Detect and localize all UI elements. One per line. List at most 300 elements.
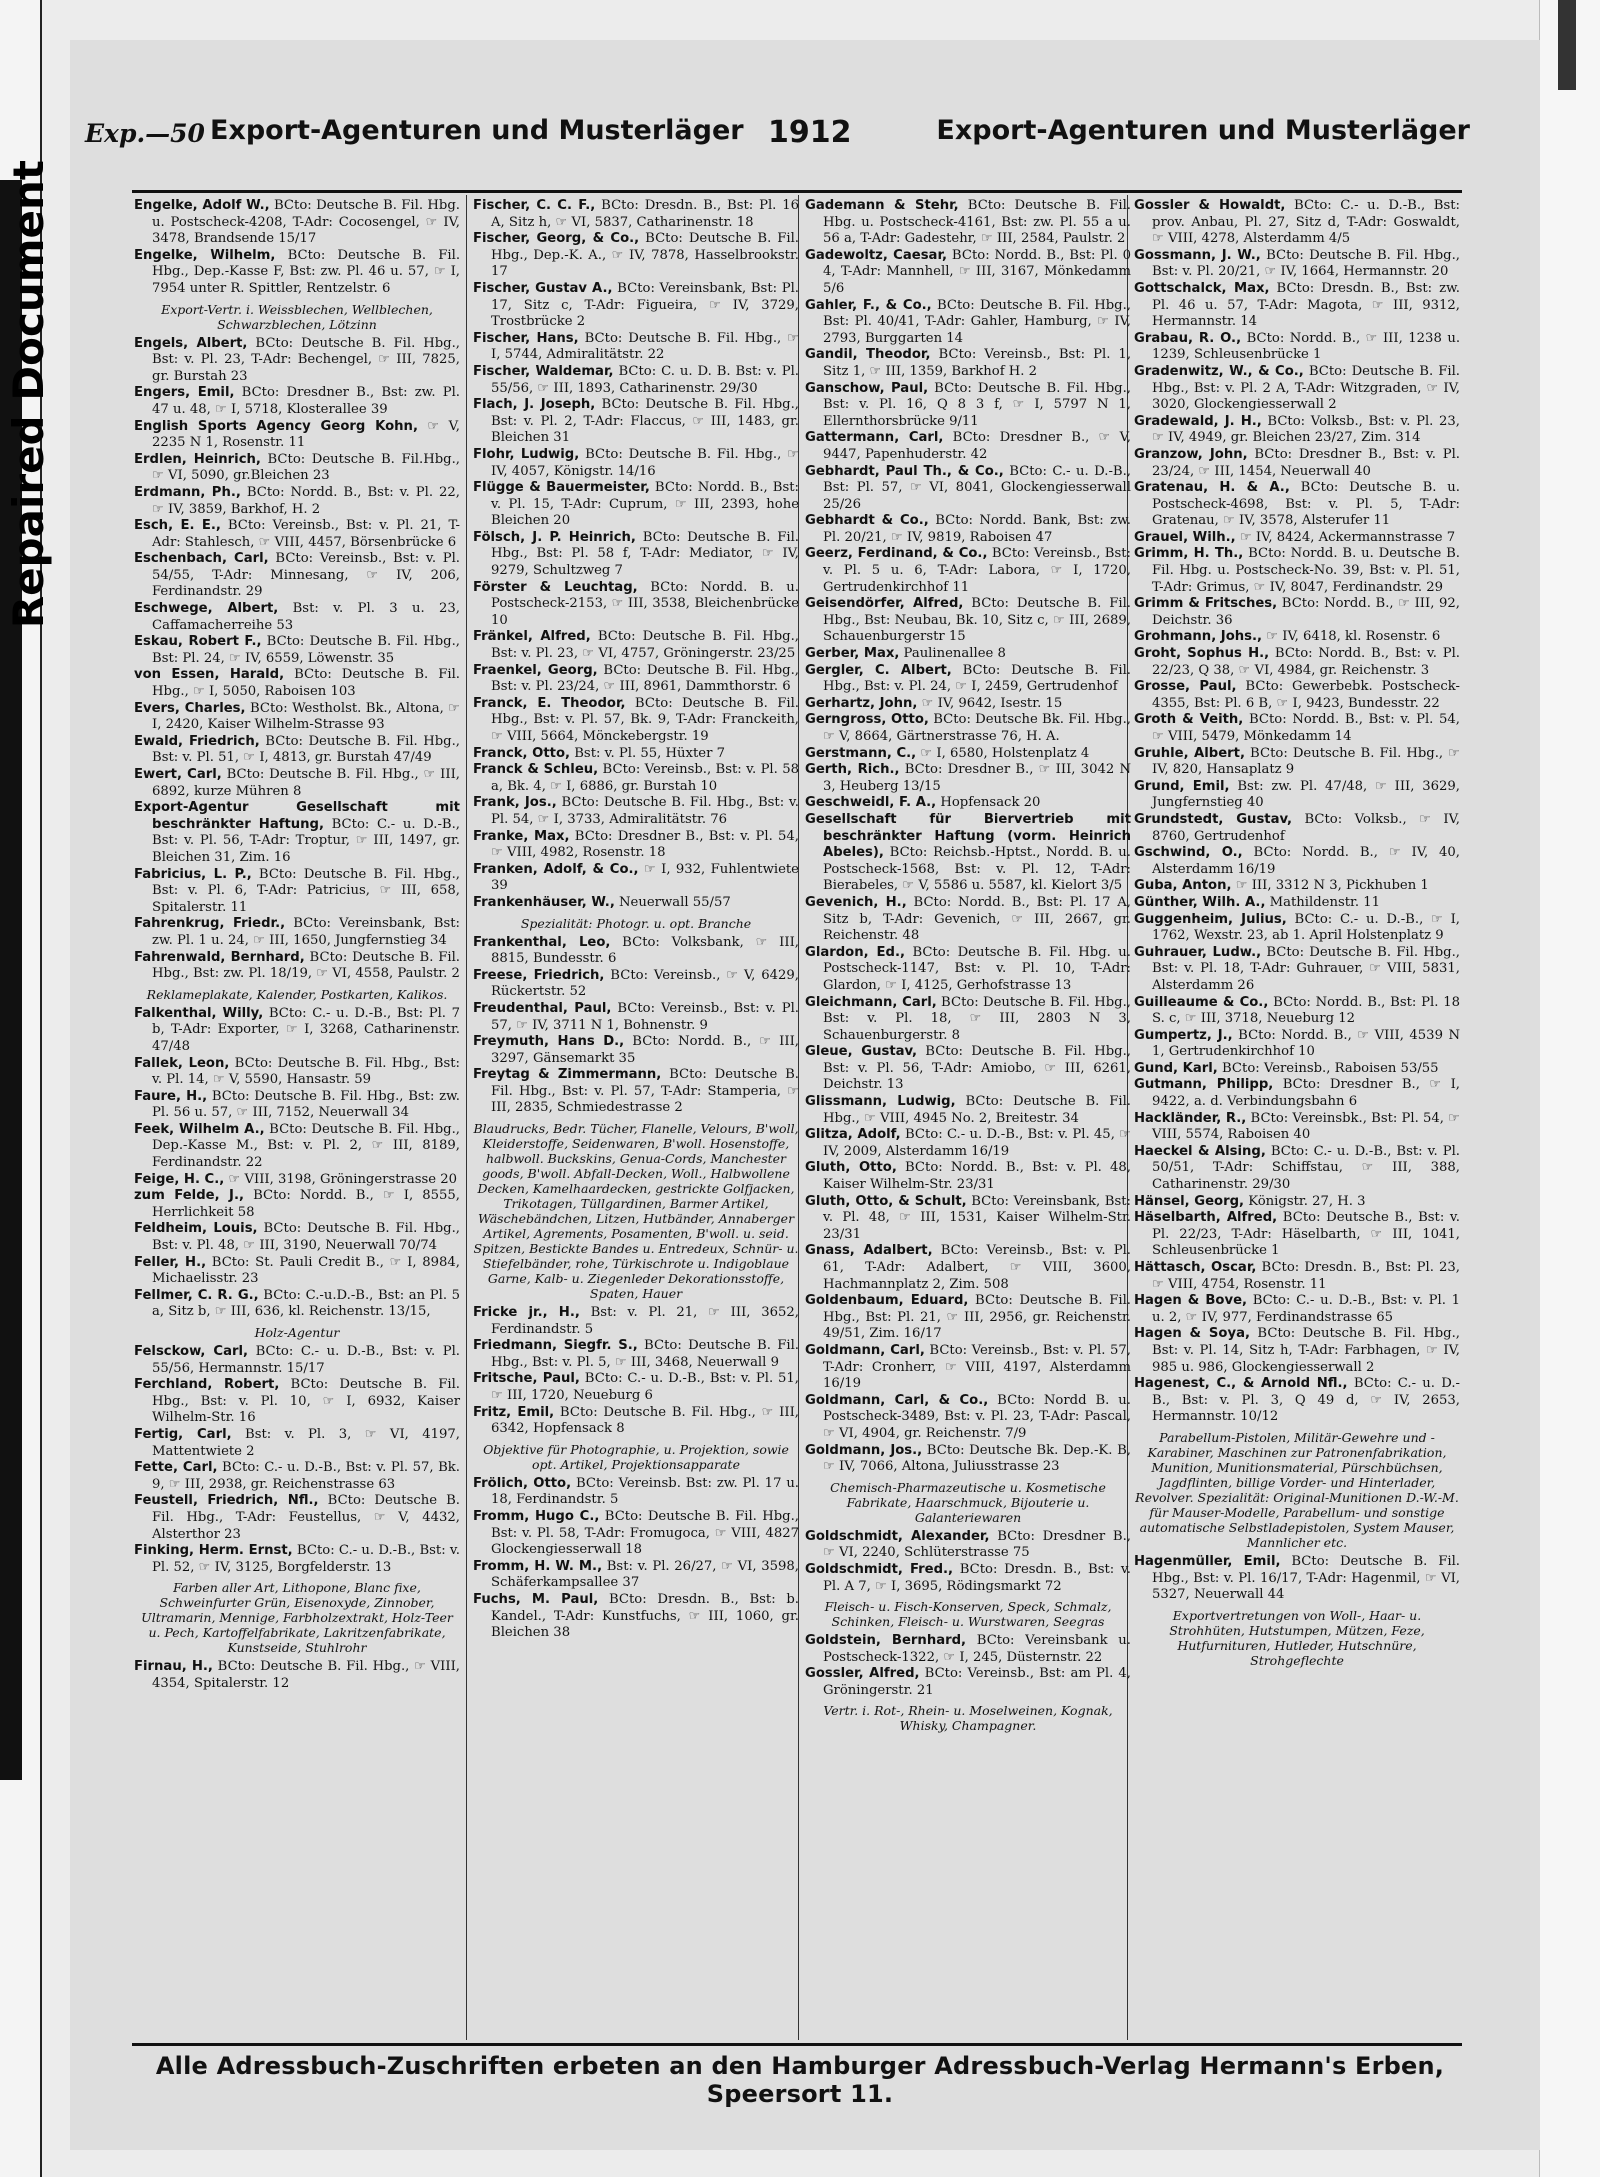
directory-entry (473, 530, 799, 580)
directory-entry (134, 916, 460, 949)
directory-entry (805, 1529, 1131, 1562)
entry-details: BCto: Deutsche B. Fil. Hbg., ☞ VIII, 4945 No. 2, Breitestr. 34 (823, 1094, 1131, 1126)
directory-entry (805, 1443, 1131, 1476)
directory-entry (1134, 530, 1460, 547)
directory-entry (805, 430, 1131, 463)
entry-details: BCto: Deutsche B. Fil. Hbg., Bst: v. Pl. 23, ☞ VI, 4757, Gröningerstr. 23/25 (491, 629, 799, 662)
directory-entry (1134, 995, 1460, 1028)
directory-entry (1134, 845, 1460, 878)
entry-details: BCto: Deutsche B. Fil. Hbg., Bst: Pl. 21, ☞ III, 2956, gr. Reichenstr. 49/51, Zim. 16/17 (823, 1293, 1132, 1342)
directory-entry (805, 1393, 1131, 1443)
entry-details: BCto: Vereinsbank, Bst: v. Pl. 48, ☞ III, 1531, Kaiser Wilhelm-Str. 23/31 (823, 1193, 1131, 1242)
directory-column-1 (134, 198, 460, 2040)
entry-details: BCto: Dresdner B., Bst: v. Pl. 54, ☞ VIII, 4982, Rosenstr. 18 (491, 828, 799, 861)
entry-name: Ganschow, Paul, (805, 380, 929, 396)
specialty-note: Chemisch-Pharmazeutische u. Kosmetische Fabrikate, Haarschmuck, Bijouterie u. Galanteriewaren (830, 1479, 1106, 1525)
directory-entry (134, 1188, 460, 1221)
entry-details: BCto: Deutsche B. Fil. Hbg. u. Postscheck-4208, T-Adr: Cocosengel, ☞ IV, 3478, Brandsende 15/17 (152, 198, 460, 247)
directory-entry (1134, 281, 1460, 331)
directory-entry (134, 950, 460, 983)
entry-details: BCto: C.- u. D.-B., Bst: v. Pl. 55/56, Hermannstr. 15/17 (152, 1344, 461, 1376)
entry-name: Goldenbaum, Eduard, (805, 1293, 969, 1309)
entry-details: ☞ III, 3312 N 3, Pickhuben 1 (1231, 878, 1429, 894)
entry-name: Falkenthal, Willy, (134, 1005, 264, 1021)
entry-name: Gerth, Rich., (805, 762, 900, 778)
directory-entry (473, 1592, 799, 1642)
directory-entry (473, 364, 799, 397)
entry-name: Ferchland, Robert, (134, 1377, 280, 1393)
entry-details: BCto: Deutsche B. Fil. Hbg., Bst: v. Pl. 24, ☞ I, 2459, Gertrudenhof (823, 662, 1131, 695)
entry-details: BCto: Vereinsbk., Bst: Pl. 54, ☞ VIII, 5574, Raboisen 40 (1152, 1110, 1460, 1143)
entry-details: BCto: Volksb., Bst: v. Pl. 23, ☞ IV, 4949, gr. Bleichen 23/27, Zim. 314 (1152, 413, 1460, 446)
entry-name: Geschweidl, F. A., (805, 795, 937, 811)
directory-entry (134, 1427, 460, 1460)
directory-entry (134, 452, 460, 485)
directory-entry (134, 248, 460, 298)
entry-details: BCto: Nordd. B. u. Postscheck-2153, ☞ III, 3538, Bleichenbrücke 10 (491, 579, 799, 628)
directory-entry (473, 762, 799, 795)
directory-entry (805, 596, 1131, 646)
entry-details: BCto: Deutsche B. Fil. Hbg., Bst: v. Pl. 18, ☞ III, 2803 N 3, Schauenburgerstr. 8 (823, 994, 1131, 1043)
entry-name: Fischer, Waldemar, (473, 363, 614, 379)
entry-details: BCto: C. u. D. B. Bst: v. Pl. 55/56, ☞ III, 1893, Catharinenstr. 29/30 (491, 363, 799, 396)
directory-entry (473, 663, 799, 696)
directory-entry (473, 281, 799, 331)
footer-rule (132, 2043, 1462, 2046)
directory-entry (1134, 1144, 1460, 1194)
directory-entry (805, 1044, 1131, 1094)
specialty-note: Farben aller Art, Lithopone, Blanc fixe, Schweinfurter Grün, Eisenoxyde, Zinnober, Ultramarin, Mennige, Farbholzextrakt, Holz-Teer u. Pech, Kartoffelfabrikate, Lakritzenfabrikate, Kunstseide, Stuhlrohr (141, 1580, 453, 1656)
directory-entry (1134, 629, 1460, 646)
entry-details: BCto: Nordd. B., Bst: Pl. 0 4, T-Adr: Mannhell, ☞ III, 3167, Mönkedamm 5/6 (823, 247, 1131, 296)
entry-name: Fritsche, Paul, (473, 1371, 580, 1387)
entry-name: Fölsch, J. P. Heinrich, (473, 529, 636, 545)
directory-entry (473, 1405, 799, 1438)
entry-name: Franck & Schleu, (473, 762, 599, 778)
directory-entry (473, 1305, 799, 1338)
entry-details: BCto: Deutsche B. Fil. Hbg., Bst: v. Pl. 6, T-Adr: Patricius, ☞ III, 658, Spitalerstr. 11 (152, 866, 460, 915)
directory-entry (473, 795, 799, 828)
directory-entry (805, 762, 1131, 795)
entry-name: Grosse, Paul, (1134, 679, 1237, 695)
directory-entry (473, 629, 799, 662)
entry-details: BCto: Nordd. B., ☞ I, 8555, Herrlichkeit 58 (152, 1188, 460, 1220)
entry-details: BCto: Deutsche B. Fil. Hbg., T-Adr: Feustellus, ☞ V, 4432, Alsterthor 23 (152, 1493, 461, 1542)
entry-details: BCto: Nordd. B., ☞ III, 1238 u. 1239, Schleusenbrücke 1 (1152, 330, 1461, 363)
entry-details: BCto: Reichsb.-Hptst., Nordd. B. u. Postscheck-1568, Bst: v. Pl. 12, T-Adr: Bierabeles, ☞ V, 5586 u. 5587, kl. Kielort 3/5 (823, 845, 1131, 894)
entry-name: Grabau, R. O., (1134, 330, 1242, 346)
entry-name: Firnau, H., (134, 1659, 213, 1675)
directory-entry (1134, 1210, 1460, 1260)
specialty-note: Reklameplakate, Kalender, Postkarten, Kalikos. (146, 986, 448, 1002)
entry-details: ☞ V, 2235 N 1, Rosenstr. 11 (152, 418, 460, 451)
directory-entry (473, 1371, 799, 1404)
entry-details: BCto: Dresdner B., ☞ V, 9447, Papenhuderstr. 42 (823, 430, 1131, 462)
directory-entry (1134, 878, 1460, 895)
directory-entry (473, 1476, 799, 1509)
directory-entry (805, 464, 1131, 514)
entry-details: BCto: Deutsche B. Fil. Hbg., Bst: v. Pl. 20/21, ☞ IV, 1664, Hermannstr. 20 (1152, 247, 1460, 280)
directory-entry (805, 945, 1131, 995)
entry-name: Gund, Karl, (1134, 1060, 1218, 1076)
entry-details: BCto: Dresdner B., Bst: zw. Pl. 47 u. 48, ☞ I, 5718, Klosterallee 39 (152, 385, 460, 417)
entry-details: BCto: Nordd. B. u. Deutsche B. Fil. Hbg. u. Postscheck-No. 39, Bst: v. Pl. 51, T-Adr: Grimus, ☞ IV, 8047, Ferdinandstr. 29 (1152, 546, 1460, 595)
directory-entry (1134, 712, 1460, 745)
entry-details: BCto: C.- u. D.-B., Bst: v. Pl. 1 u. 2, ☞ IV, 977, Ferdinandstrasse 65 (1152, 1293, 1460, 1325)
directory-entry (1134, 364, 1460, 414)
entry-details: BCto: Deutsche B. Fil. Hbg., ☞ I, 5050, Raboisen 103 (152, 667, 460, 700)
entry-details: BCto: C.- u. D.-B., Bst: v. Pl. 57, Bk. 9, ☞ III, 2938, gr. Reichenstrasse 63 (152, 1460, 460, 1492)
entry-name: Hagenmüller, Emil, (1134, 1553, 1281, 1569)
entry-details: BCto: Deutsche Bk. Fil. Hbg., ☞ V, 8664, Gärtnerstrasse 76, H. A. (823, 712, 1131, 744)
specialty-note: Spezialität: Photogr. u. opt. Branche (520, 915, 752, 931)
entry-details: BCto: C.- u. D.-B., Bst: v. Pl. 50/51, T-Adr: Schiffstau, ☞ III, 388, Catharinenstr. 29/30 (1152, 1143, 1460, 1193)
entry-details: BCto: Vereinsb., Bst: Pl. 1, Sitz 1, ☞ III, 1359, Barkhof H. 2 (823, 347, 1132, 379)
entry-name: Fette, Carl, (134, 1460, 218, 1476)
entry-name: Gevenich, H., (805, 894, 907, 910)
entry-name: Franck, E. Theodor, (473, 695, 626, 711)
entry-name: Franck, Otto, (473, 745, 571, 761)
side-label: Repaired Document (4, 160, 53, 629)
entry-details: Bst: v. Pl. 3 u. 23, Caffamacherreihe 53 (152, 601, 460, 633)
entry-name: Eskau, Robert F., (134, 634, 262, 650)
directory-entry (134, 485, 460, 518)
directory-entry (805, 746, 1131, 763)
entry-name: Eschwege, Albert, (134, 601, 279, 617)
directory-entry (1134, 1028, 1460, 1061)
directory-entry (473, 580, 799, 630)
entry-details: BCto: Dresdn. B., Bst: Pl. 23, ☞ VIII, 4754, Rosenstr. 11 (1152, 1260, 1460, 1292)
entry-name: Guggenheim, Julius, (1134, 911, 1287, 927)
directory-entry (134, 1255, 460, 1288)
entry-details: BCto: Nordd. B., Bst: v. Pl. 48, Kaiser Wilhelm-Str. 23/31 (823, 1160, 1131, 1193)
entry-name: Gerngross, Otto, (805, 712, 929, 728)
directory-column-4 (1134, 198, 1460, 2040)
entry-name: Grund, Emil, (1134, 778, 1230, 794)
directory-entry (805, 1343, 1131, 1393)
entry-name: Flohr, Ludwig, (473, 446, 580, 462)
entry-name: Evers, Charles, (134, 700, 246, 716)
entry-name: Ewald, Friedrich, (134, 733, 260, 749)
entry-name: Gschwind, O., (1134, 845, 1243, 861)
entry-name: Frankenhäuser, W., (473, 894, 615, 910)
entry-name: Hagen & Soya, (1134, 1326, 1250, 1342)
entry-name: Hagen & Bove, (1134, 1293, 1248, 1309)
directory-entry (134, 1659, 460, 1692)
entry-details: BCto: Deutsche B. Fil. Hbg., ☞ IV, 820, Hansaplatz 9 (1152, 745, 1460, 778)
entry-name: Geisendörfer, Alfred, (805, 596, 964, 612)
directory-entry (134, 734, 460, 767)
entry-name: Gademann & Stehr, (805, 198, 959, 213)
entry-details: BCto: Dresdn. B., Bst: Pl. 16 A, Sitz h, ☞ VI, 5837, Catharinenstr. 18 (491, 198, 799, 230)
directory-entry (805, 1562, 1131, 1595)
entry-details: ☞ VIII, 3198, Gröningerstrasse 20 (224, 1171, 458, 1187)
entry-details: ☞ I, 6580, Holstenplatz 4 (916, 745, 1090, 761)
entry-name: Gnass, Adalbert, (805, 1243, 933, 1259)
header-right-title: Export-Agenturen und Musterläger (936, 115, 1470, 146)
directory-entry (805, 1194, 1131, 1244)
directory-entry (134, 1493, 460, 1543)
entry-name: Freytag & Zimmermann, (473, 1067, 662, 1083)
directory-entry (805, 1666, 1131, 1699)
directory-entry (1134, 1376, 1460, 1426)
entry-details: BCto: Deutsche B. Fil. Hbg., Dep.-K. A., ☞ IV, 7878, Hasselbrookstr. 17 (491, 231, 799, 280)
entry-details: BCto: Dresdner B., ☞ I, 9422, a. d. Verbindungsbahn 6 (1152, 1077, 1460, 1110)
entry-name: Gattermann, Carl, (805, 430, 944, 446)
entry-name: Fischer, Gustav A., (473, 280, 613, 296)
directory-entry (134, 867, 460, 917)
column-divider (466, 195, 467, 2040)
entry-name: Günther, Wilh. A., (1134, 894, 1266, 910)
entry-details: BCto: Deutsche B. Fil. Hbg., Bst: v. Pl. 2, T-Adr: Flaccus, ☞ III, 1483, gr. Bleichen 31 (491, 397, 800, 446)
entry-details: BCto: Deutsche B. Fil. Hbg., Bst: zw. Pl. 18/19, ☞ VI, 4558, Paulstr. 2 (152, 949, 460, 982)
entry-details: BCto: C.- u. D.-B., Bst: prov. Anbau, Pl. 27, Sitz d, T-Adr: Goswaldt, ☞ VIII, 4278, Alsterdamm 4/5 (1152, 198, 1460, 247)
entry-name: Fahrenkrug, Friedr., (134, 916, 286, 932)
entry-name: Gleichmann, Carl, (805, 994, 937, 1010)
entry-name: Goldmann, Carl, (805, 1342, 925, 1358)
specialty-note: Exportvertretungen von Woll-, Haar- u. Strohhüten, Hutstumpen, Mützen, Feze, Hutfurnituren, Hutleder, Hutschnüre, Strohgeflechte (1169, 1607, 1425, 1668)
entry-name: Grundstedt, Gustav, (1134, 811, 1293, 827)
entry-name: Fabricius, L. P., (134, 866, 252, 882)
entry-details: Bst: v. Pl. 55, Hüxter 7 (570, 745, 725, 761)
entry-name: Förster & Leuchtag, (473, 579, 638, 595)
entry-details: BCto: Nordd. B., ☞ III, 92, Deichstr. 36 (1152, 596, 1460, 628)
entry-details: BCto: Vereinsb., ☞ V, 6429, Rückertstr. 52 (491, 967, 799, 1000)
entry-details: BCto: Deutsche B. Fil. Hbg., Bst: v. Pl. 51, ☞ I, 4813, gr. Burstah 47/49 (152, 733, 460, 766)
entry-details: BCto: C.-u.D.-B., Bst: an Pl. 5 a, Sitz b, ☞ III, 636, kl. Reichenstr. 13/15, (152, 1287, 460, 1320)
entry-details: BCto: Nordd. B., Bst: v. Pl. 22, ☞ IV, 3859, Barkhof, H. 2 (152, 484, 460, 517)
entry-details: BCto: Volksb., ☞ IV, 8760, Gertrudenhof (1152, 811, 1460, 844)
directory-entry (1134, 1061, 1460, 1078)
directory-entry (473, 331, 799, 364)
entry-details: BCto: Nordd B. u. Postscheck-3489, Bst: v. Pl. 23, T-Adr: Pascal, ☞ VI, 4904, gr. Reichenstr. 7/9 (823, 1392, 1131, 1441)
directory-entry (805, 712, 1131, 745)
entry-name: Feller, H., (134, 1254, 207, 1270)
entry-details: BCto: Vereinsb., Bst: v. Pl. 54/55, T-Adr: Minnesang, ☞ IV, 206, Ferdinandstr. 29 (152, 551, 460, 600)
entry-details: BCto: Vereinsb., Raboisen 53/55 (1217, 1060, 1439, 1076)
page-number: Exp.—50 (85, 119, 205, 148)
entry-name: Gerber, Max, (805, 646, 900, 662)
entry-name: Frank, Jos., (473, 795, 557, 811)
entry-name: Freymuth, Hans D., (473, 1034, 625, 1050)
entry-name: Gandil, Theodor, (805, 347, 931, 363)
directory-entry (134, 1006, 460, 1056)
directory-entry (1134, 1293, 1460, 1326)
entry-details: BCto: Nordd. B., Bst: v. Pl. 54, ☞ VIII, 5479, Mönkedamm 14 (1152, 712, 1460, 744)
entry-details: BCto: Vereinsbank, Bst: zw. Pl. 1 u. 24, ☞ III, 1650, Jungfernstieg 34 (152, 916, 461, 948)
directory-entry (805, 795, 1131, 812)
directory-entry (805, 646, 1131, 663)
entry-name: Hättasch, Oscar, (1134, 1260, 1257, 1275)
entry-name: Hagenest, C., & Arnold Nfl., (1134, 1376, 1348, 1392)
entry-name: Goldschmidt, Alexander, (805, 1528, 990, 1544)
directory-entry (1134, 248, 1460, 281)
entry-details: BCto: Deutsche B. Fil. Hbg., ☞ I, 5744, Admiralitätstr. 22 (491, 330, 799, 363)
entry-details: BCto: C.- u. D.-B., Bst: Pl. 7 b, T-Adr: Exporter, ☞ I, 3268, Catharinenstr. 47/48 (152, 1005, 460, 1054)
directory-entry (1134, 596, 1460, 629)
entry-details: BCto: Dresdn. B., Bst: b. Kandel., T-Adr: Kunstfuchs, ☞ III, 1060, gr. Bleichen 38 (491, 1591, 800, 1641)
entry-name: Groht, Sophus H., (1134, 646, 1270, 662)
entry-name: Gossler, Alfred, (805, 1666, 920, 1682)
directory-entry (473, 447, 799, 480)
directory-entry (1134, 1077, 1460, 1110)
directory-entry (1134, 812, 1460, 845)
entry-details: BCto: Deutsche B. Fil. Hbg., Bst: v. Pl. 58, T-Adr: Fromugoca, ☞ VIII, 4827 Glockengiesserwall 18 (491, 1509, 800, 1558)
entry-name: Gumpertz, J., (1134, 1027, 1233, 1043)
entry-details: BCto: Vereinsb., Bst: v. Pl. 5 u. 6, T-Adr: Labora, ☞ I, 1720, Gertrudenkirchhof 11 (823, 546, 1131, 595)
entry-name: Grauel, Wilh., (1134, 529, 1236, 545)
entry-details: BCto: Deutsche B. Fil. Hbg., Bst: v. Pl. 57, T-Adr: Stamperia, ☞ III, 2835, Schmiedestrasse 2 (491, 1067, 799, 1116)
directory-entry (805, 1633, 1131, 1666)
directory-entry (473, 1509, 799, 1559)
directory-entry (1134, 414, 1460, 447)
entry-name: Fahrenwald, Bernhard, (134, 949, 305, 965)
entry-details: BCto: Vereinsbank u. Postscheck-1322, ☞ I, 245, Düsternstr. 22 (823, 1633, 1131, 1665)
directory-entry (805, 513, 1131, 546)
entry-name: Engers, Emil, (134, 385, 235, 401)
entry-details: Bst: v. Pl. 21, ☞ III, 3652, Ferdinandstr. 5 (491, 1305, 799, 1337)
directory-column-3 (805, 198, 1131, 2040)
entry-name: Franken, Adolf, & Co., (473, 861, 639, 877)
entry-details: BCto: C.- u. D.-B., Bst: v. Pl. 52, ☞ IV, 3125, Borgfelderstr. 13 (152, 1543, 460, 1575)
directory-entry (134, 336, 460, 386)
directory-entry (805, 696, 1131, 713)
entry-name: Fraenkel, Georg, (473, 662, 598, 678)
entry-details: BCto: Deutsche B. Fil. Hbg., Bst: v. Pl. 56, T-Adr: Amiobo, ☞ III, 6261, Deichstr. 13 (823, 1044, 1131, 1093)
entry-name: von Essen, Harald, (134, 667, 285, 683)
directory-entry (1134, 546, 1460, 596)
entry-details: BCto: Deutsche B., Bst: v. Pl. 22/23, T-Adr: Häselbarth, ☞ III, 1041, Schleusenbrücke 1 (1152, 1210, 1460, 1259)
entry-name: Finking, Herm. Ernst, (134, 1543, 293, 1559)
entry-name: Fischer, C. C. F., (473, 198, 596, 213)
directory-entry (134, 1344, 460, 1377)
directory-entry (805, 663, 1131, 696)
entry-details: Neuerwall 55/57 (614, 894, 731, 910)
entry-name: Gruhle, Albert, (1134, 745, 1245, 761)
entry-details: BCto: Dresdn. B., Bst: zw. Pl. 46 u. 57, T-Adr: Magota, ☞ III, 9312, Hermannstr. 14 (1152, 280, 1460, 330)
entry-name: Fallek, Leon, (134, 1055, 230, 1071)
entry-name: Grohmann, Johs., (1134, 629, 1263, 645)
entry-name: Groth & Veith, (1134, 712, 1244, 728)
entry-details: BCto: Deutsche B. Fil. Hbg., Bst: v. Pl. 14, ☞ V, 5590, Hansastr. 59 (152, 1055, 460, 1088)
entry-details: BCto: Nordd. B., ☞ VIII, 4539 N 1, Gertrudenkirchhof 10 (1152, 1027, 1460, 1060)
entry-details: BCto: Vereinsb., Bst: v. Pl. 57, ☞ IV, 3711 N 1, Bohnenstr. 9 (491, 1000, 799, 1033)
entry-name: Glardon, Ed., (805, 944, 905, 960)
header-rule (132, 190, 1462, 193)
directory-entry (1134, 1194, 1460, 1211)
directory-entry (1134, 746, 1460, 779)
directory-entry (1134, 912, 1460, 945)
directory-entry (1134, 480, 1460, 530)
entry-name: Granzow, John, (1134, 446, 1248, 462)
directory-entry (134, 198, 460, 248)
entry-details: Königstr. 27, H. 3 (1244, 1193, 1366, 1209)
entry-details: BCto: Deutsche B. Fil. Hbg., Bst: v. Pl. 23, T-Adr: Bechengel, ☞ III, 7825, gr. Burstah 23 (152, 335, 460, 384)
entry-details: BCto: Deutsche B. Fil. Hbg., Dep.-Kasse M., Bst: v. Pl. 2, ☞ III, 8189, Ferdinandstr. 22 (152, 1121, 460, 1171)
entry-name: Franke, Max, (473, 828, 570, 844)
entry-details: BCto: Vereinsb., Bst: v. Pl. 61, T-Adr: Adalbert, ☞ VIII, 3600, Hachmannplatz 2, Zim. 508 (823, 1243, 1131, 1292)
directory-entry (134, 518, 460, 551)
entry-details: BCto: Deutsche B. Fil.Hbg., ☞ VI, 5090, gr.Bleichen 23 (152, 451, 460, 484)
specialty-note: Export-Vertr. i. Weissblechen, Wellblechen, Schwarzblechen, Lötzinn (161, 301, 433, 332)
directory-entry (805, 298, 1131, 348)
entry-details: BCto: Deutsche B. Fil. Hbg., Bst: Pl. 58 f, T-Adr: Mediator, ☞ IV, 9279, Schultzweg 7 (491, 529, 799, 579)
entry-name: Gradewald, J. H., (1134, 413, 1262, 429)
entry-name: Friedmann, Siegfr. S., (473, 1338, 638, 1354)
directory-entry (1134, 1554, 1460, 1604)
specialty-note: Objektive für Photographie, u. Projektion, sowie opt. Artikel, Projektionsapparate (483, 1441, 789, 1472)
entry-details: BCto: C.- u. D.-B., ☞ I, 1762, Wexstr. 23, ab 1. April Holstenplatz 9 (1152, 911, 1460, 944)
entry-name: Gleue, Gustav, (805, 1044, 918, 1060)
directory-entry (473, 1067, 799, 1117)
entry-details: BCto: Deutsche B. Fil. Hbg., Bst: zw. Pl. 56 u. 57, ☞ III, 7152, Neuerwall 34 (152, 1088, 460, 1121)
directory-entry (1134, 1111, 1460, 1144)
entry-details: Mathildenstr. 11 (1265, 894, 1381, 910)
directory-entry (473, 696, 799, 746)
entry-details: BCto: Nordd. B., Bst: v. Pl. 22/23, Q 38, ☞ VI, 4984, gr. Reichenstr. 3 (1152, 646, 1460, 678)
directory-entry (1134, 646, 1460, 679)
entry-details: BCto: Deutsche B. Fil. Hbg., ☞ VIII, 4354, Spitalerstr. 12 (152, 1659, 460, 1691)
entry-details: BCto: Gewerbebk. Postscheck-4355, Bst: Pl. 6 B, ☞ I, 9423, Bundesstr. 22 (1152, 679, 1460, 711)
directory-entry (1134, 1260, 1460, 1293)
directory-entry (805, 895, 1131, 945)
entry-name: Häselbarth, Alfred, (1134, 1210, 1278, 1226)
page-header (85, 105, 1470, 165)
directory-entry (473, 1338, 799, 1371)
entry-name: Haeckel & Alsing, (1134, 1143, 1266, 1159)
directory-entry (805, 1094, 1131, 1127)
entry-details: BCto: Deutsche B. Fil. Hbg., Bst: v. Pl. 2 A, T-Adr: Witzgraden, ☞ IV, 3020, Glockengiesserwall 2 (1152, 363, 1460, 413)
specialty-note: Vertr. i. Rot-, Rhein- u. Moselweinen, Kognak, Whisky, Champagner. (823, 1703, 1113, 1734)
entry-details: ☞ IV, 9642, Isestr. 15 (917, 695, 1063, 711)
directory-entry (1134, 447, 1460, 480)
entry-name: Frölich, Otto, (473, 1475, 572, 1491)
directory-entry (134, 601, 460, 634)
directory-entry (134, 1172, 460, 1189)
directory-entry (134, 634, 460, 667)
entry-name: Engelke, Wilhelm, (134, 247, 276, 263)
entry-name: Gadewoltz, Caesar, (805, 247, 948, 263)
entry-details: BCto: Vereinsb., Bst: v. Pl. 57, T-Adr: Cronherr, ☞ VIII, 4197, Alsterdamm 16/19 (823, 1342, 1131, 1392)
directory-entry (134, 1543, 460, 1576)
entry-details: BCto: C.- u. D.-B., Bst: v. Pl. 45, ☞ IV, 2009, Alsterdamm 16/19 (823, 1127, 1131, 1159)
entry-details: BCto: Deutsche B. Fil. Hbg., ☞ III, 6892, kurze Mühren 8 (152, 767, 460, 799)
entry-details: Paulinenallee 8 (899, 646, 1006, 662)
entry-name: Fromm, H. W. M., (473, 1558, 603, 1574)
directory-entry (805, 1243, 1131, 1293)
entry-name: Geerz, Ferdinand, & Co., (805, 546, 988, 562)
specialty-note: Parabellum-Pistolen, Militär-Gewehre und -Karabiner, Maschinen zur Patronenfabrikation, Munition, Munitionsmaterial, Pürschbüchsen, Jagdflinten, billige Vorder- und Hinterlader, Revolver. Spezialität: Original-Munitionen D.-W.-M. für Mauser-Modelle, Parabellum- und sonstige automatische Selbstladepistolen, System Mauser, Mannlicher etc. (1135, 1429, 1459, 1550)
entry-name: Grimm & Fritsches, (1134, 596, 1278, 612)
directory-entry (473, 895, 799, 912)
entry-details: BCto: Vereinsb., Bst: v. Pl. 21, T-Adr: Stahlesch, ☞ VIII, 4457, Börsenbrücke 6 (152, 518, 460, 550)
entry-details: BCto: Deutsche B. Fil. Hbg., Bst: v. Pl. 18, T-Adr: Guhrauer, ☞ VIII, 5831, Alsterdamm 26 (1152, 944, 1460, 993)
header-left-title: Export-Agenturen und Musterläger (210, 115, 744, 146)
entry-details: Hopfensack 20 (936, 795, 1041, 811)
entry-details: BCto: Nordd. B., Bst: v. Pl. 15, T-Adr: Cuprum, ☞ III, 2393, hohe Bleichen 20 (491, 480, 799, 529)
entry-name: Goldstein, Bernhard, (805, 1633, 967, 1649)
entry-name: Flach, J. Joseph, (473, 397, 596, 413)
entry-name: Gossler & Howaldt, (1134, 198, 1286, 213)
entry-details: BCto: Deutsche B. Fil. Hbg., Dep.-Kasse F, Bst: zw. Pl. 46 u. 57, ☞ I, 7954 unter R. Spittler, Rentzelstr. 6 (152, 247, 461, 296)
entry-name: Glissmann, Ludwig, (805, 1094, 956, 1110)
entry-name: Fromm, Hugo C., (473, 1509, 600, 1524)
directory-entry (805, 546, 1131, 596)
directory-entry (473, 1034, 799, 1067)
entry-details: BCto: Deutsche Bk. Dep.-K. B, ☞ IV, 7066, Altona, Juliusstrasse 23 (823, 1442, 1131, 1475)
entry-details: BCto: Deutsche B. Fil. Hbg. u. Postscheck-1147, Bst: v. Pl. 10, T-Adr: Glardon, ☞ I, 4125, Gerhofstrasse 13 (823, 944, 1131, 993)
page-footer: Alle Adressbuch-Zuschriften erbeten an den Hamburger Adressbuch-Verlag Hermann's Erben, Speersort 11. (155, 2052, 1445, 2108)
